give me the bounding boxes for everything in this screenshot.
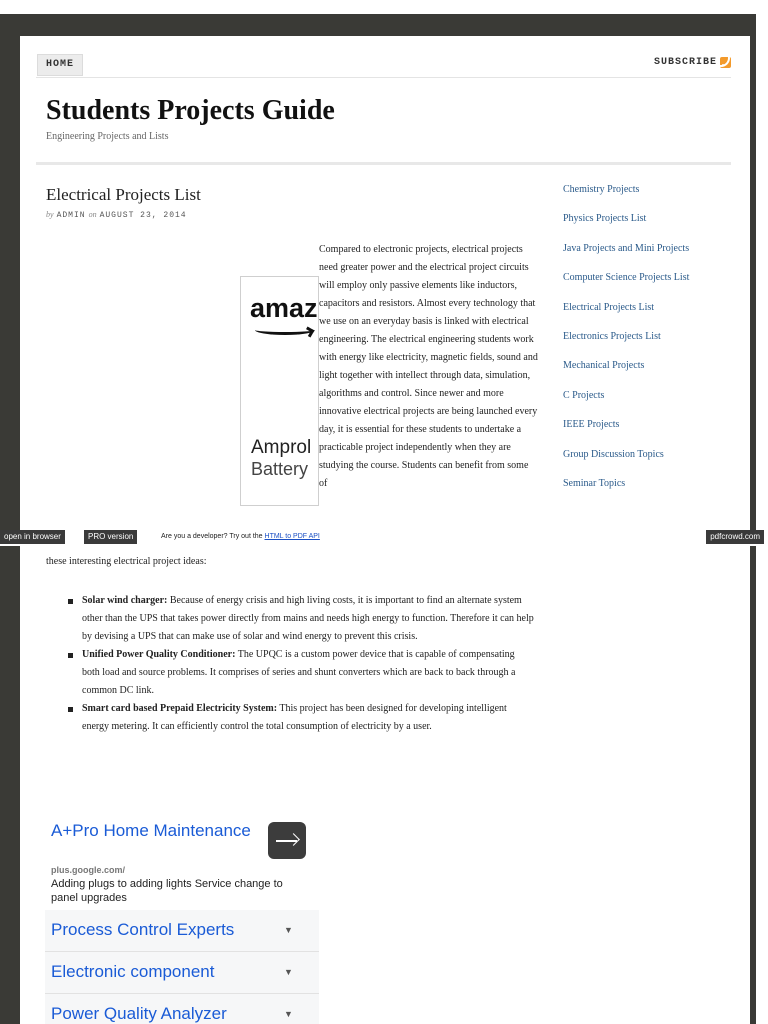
html-to-pdf-link[interactable]: HTML to PDF API: [264, 533, 320, 540]
google-ad-url[interactable]: plus.google.com/: [51, 865, 126, 875]
sidebar-link-ieee[interactable]: IEEE Projects: [563, 419, 620, 431]
list-item-title: Solar wind charger:: [82, 595, 168, 606]
sidebar-link-java[interactable]: Java Projects and Mini Projects: [563, 242, 690, 254]
pdfcrowd-site-link[interactable]: pdfcrowd.com: [706, 530, 764, 544]
google-ad-title[interactable]: A+Pro Home Maintenance: [51, 821, 251, 840]
ad-link-label: Process Control Experts: [51, 920, 235, 939]
meta-author[interactable]: ADMIN: [56, 211, 86, 220]
google-ad-description: Adding plugs to adding lights Service change to panel upgrades: [51, 878, 283, 904]
top-strip: [0, 0, 768, 14]
nav-subscribe-link[interactable]: [654, 57, 731, 68]
sidebar-link-seminar[interactable]: Seminar Topics: [563, 477, 626, 489]
amazon-ad-banner[interactable]: [240, 276, 319, 506]
chevron-down-icon: ▼: [284, 1009, 293, 1019]
pro-version-button[interactable]: PRO version: [84, 530, 137, 544]
top-nav: [36, 52, 731, 78]
ad-link-label: Electronic component: [51, 962, 215, 981]
pdfcrowd-message: [161, 533, 320, 540]
list-item-text: This project has been designed for developing intelligent energy metering. It can efficiently control the total consumption of electricity by a user.: [82, 703, 507, 732]
pdfcrowd-bar: [0, 530, 768, 546]
sidebar-link-chemistry[interactable]: Chemistry Projects: [563, 184, 640, 195]
list-item-text: Because of energy crisis and high living costs, it is important to find an alternate system other than the UPS that takes power directly from mains and needs high energy to function. Therefore it can help by devising a UPS that can make use of solar and wind energy to prevent this crisis.: [82, 595, 534, 642]
list-item: [68, 700, 534, 736]
meta-on: on: [88, 210, 97, 219]
pdfcrowd-message-text: Are you a developer? Try out the: [161, 533, 265, 540]
sidebar-link-electrical[interactable]: Electrical Projects List: [563, 301, 655, 313]
sidebar-link-physics[interactable]: Physics Projects List: [563, 213, 647, 225]
chevron-down-icon: ▼: [284, 925, 293, 935]
ad-logo-text: amaz: [250, 293, 318, 323]
list-item: [68, 646, 534, 700]
list-item-text: The UPQC is a custom power device that is capable of compensating both load and source problems. It comprises of series and shunt converters which are back to back through a common DC link.: [82, 649, 516, 696]
sidebar: [563, 183, 733, 506]
post-continuation: these interesting electrical project ideas:: [46, 556, 207, 567]
project-list: [68, 592, 534, 736]
sidebar-link-computer-science[interactable]: Computer Science Projects List: [563, 272, 690, 284]
site-header: [36, 79, 731, 165]
ad-link-process-control[interactable]: [45, 910, 319, 952]
meta-by: by: [46, 210, 54, 219]
nav-home-link[interactable]: HOME: [37, 54, 83, 76]
ad-brand-line1: Amprol: [251, 437, 312, 458]
post-intro: Compared to electronic projects, electrical projects need greater power and the electrical project circuits will employ only passive elements like inductors, capacitors and resistors. Almost every technology that we use on an everyday basis is linked with electrical engineering. The electrical engineering students work with energy like electricity, magnetic fields, sound and light together with intellect through data, simulation, algorithms and control. Since newer and more innovative electrical projects are being launched every day, it is essential for these students to undertake a practicable project independently when they are studying the course. Students can benefit from some of: [319, 244, 538, 489]
sidebar-link-group-discussion[interactable]: Group Discussion Topics: [563, 448, 664, 460]
ad-link-label: Power Quality Analyzer: [51, 1004, 227, 1023]
sidebar-link-c[interactable]: C Projects: [563, 389, 605, 401]
meta-date: AUGUST 23, 2014: [99, 211, 187, 220]
chevron-down-icon: ▼: [284, 967, 293, 977]
ad-link-electronic-component[interactable]: [45, 952, 319, 994]
subscribe-label: SUBSCRIBE: [653, 57, 717, 68]
list-item-title: Smart card based Prepaid Electricity System:: [82, 703, 278, 714]
arrow-right-icon[interactable]: [268, 822, 306, 859]
site-title[interactable]: Students Projects Guide: [46, 95, 335, 126]
site-tagline: Engineering Projects and Lists: [46, 131, 169, 142]
sidebar-link-electronics[interactable]: Electronics Projects List: [563, 330, 661, 342]
post-meta: [46, 210, 187, 220]
ad-brand-line2: Battery: [251, 459, 309, 479]
list-item-title: Unified Power Quality Conditioner:: [82, 649, 236, 660]
rss-icon: [720, 57, 731, 68]
list-item: [68, 592, 534, 646]
post-title[interactable]: Electrical Projects List: [46, 185, 201, 204]
google-ad-links: [45, 910, 319, 1024]
open-in-browser-button[interactable]: open in browser: [0, 530, 65, 544]
sidebar-link-mechanical[interactable]: Mechanical Projects: [563, 360, 645, 372]
ad-link-power-quality[interactable]: [45, 994, 319, 1024]
